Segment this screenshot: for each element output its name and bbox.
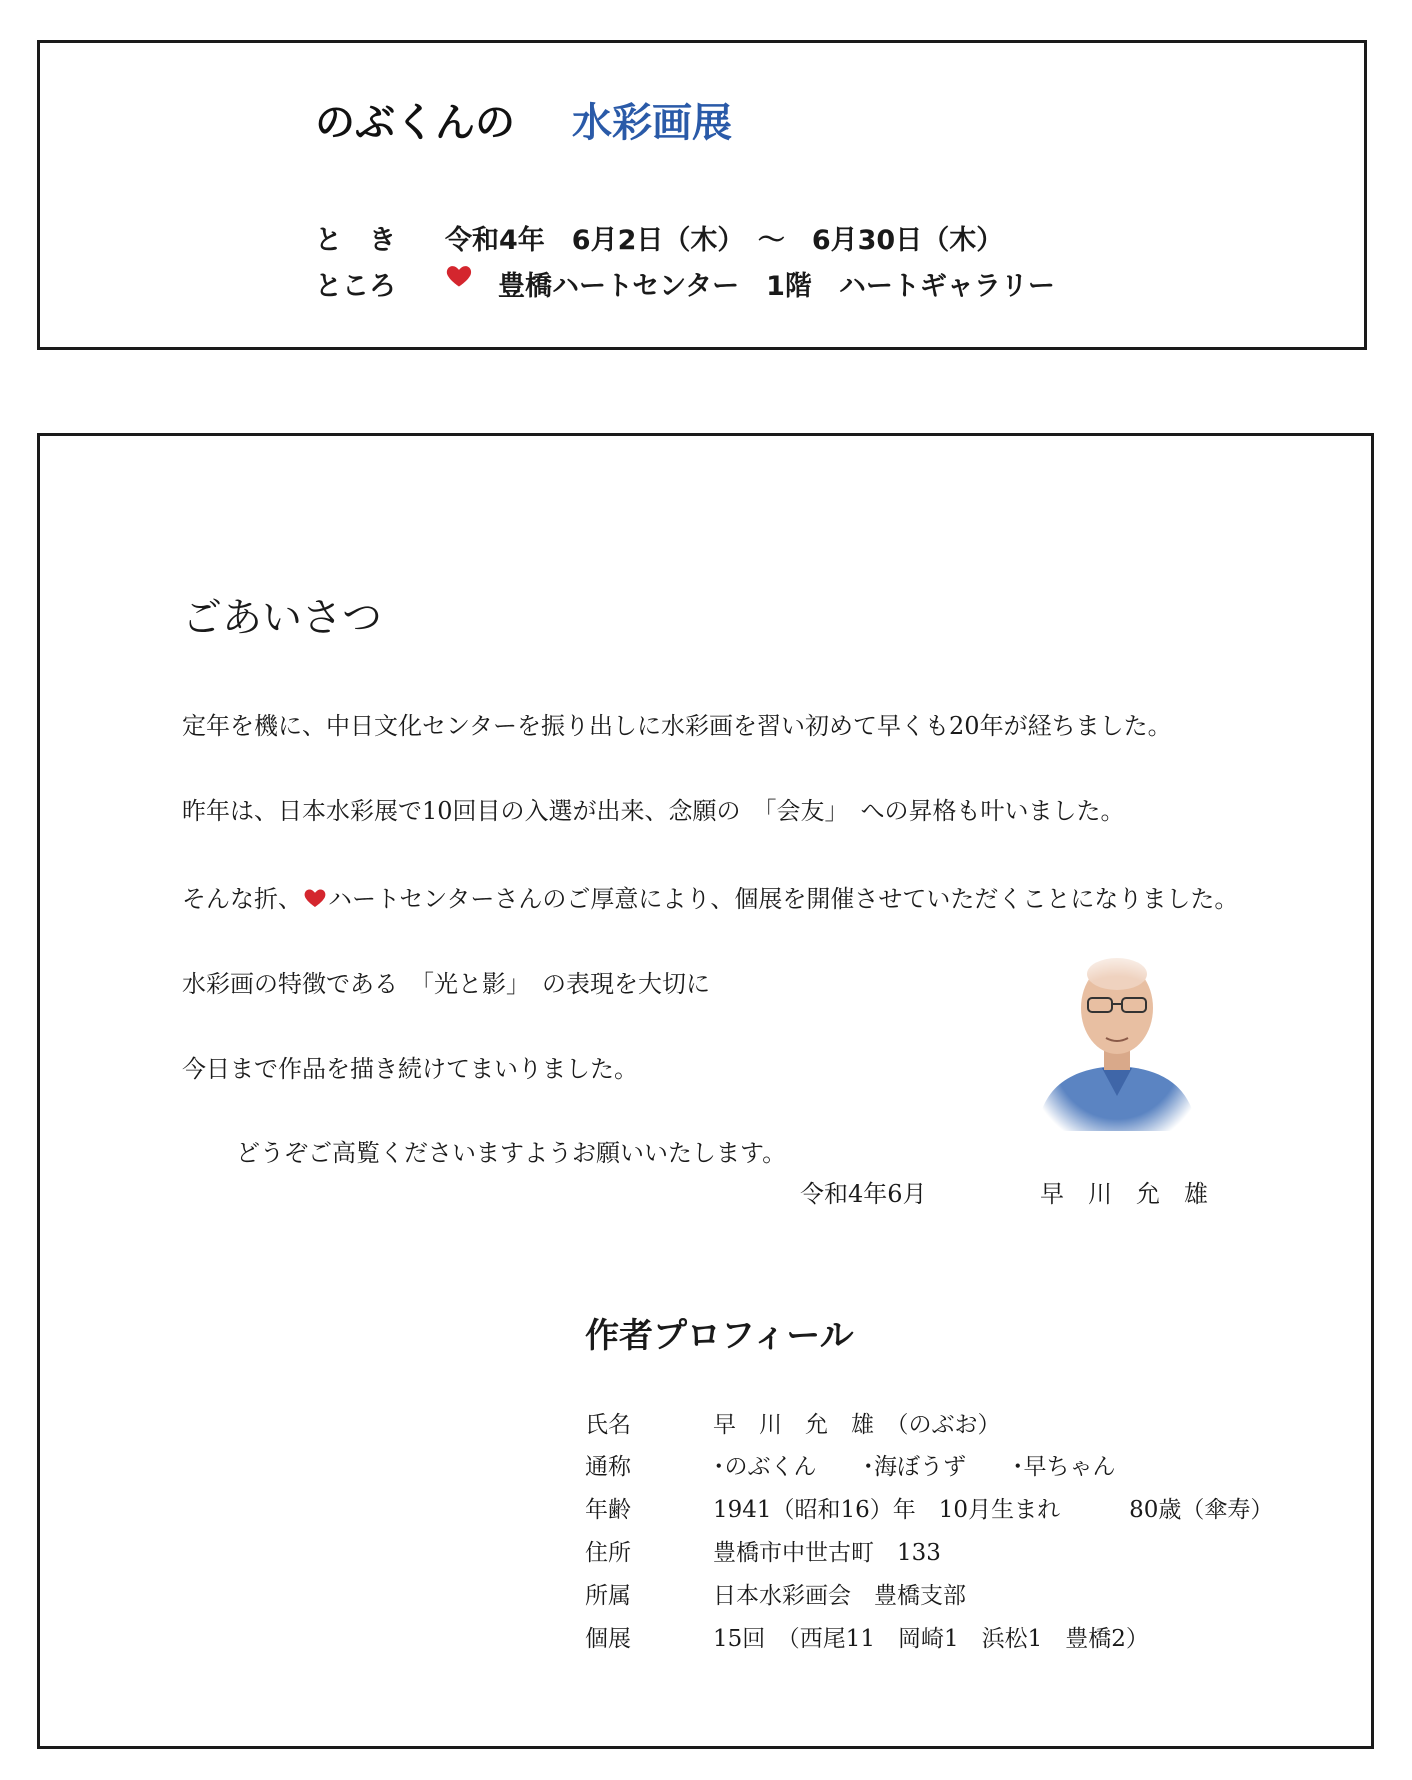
profile-label-affiliation: 所属 — [585, 1583, 631, 1609]
profile-label-address: 住所 — [585, 1540, 631, 1566]
where-label: ところ — [315, 271, 396, 302]
profile-label-name: 氏名 — [585, 1412, 631, 1438]
when-label: と き — [315, 225, 396, 256]
when-value: 令和4年 6月2日（木） ～ 6月30日（木） — [445, 225, 1004, 256]
profile-value-address: 豊橋市中世古町 133 — [713, 1540, 941, 1566]
heart-icon — [302, 885, 328, 913]
title-prefix: のぶくんの — [315, 100, 515, 146]
greeting-date: 令和4年6月 — [800, 1180, 927, 1208]
greeting-section — [37, 433, 1374, 1749]
greeting-title: ごあいさつ — [182, 595, 382, 641]
exhibition-header — [37, 40, 1367, 350]
greeting-line-5: 今日まで作品を描き続けてまいりました。 — [182, 1055, 638, 1083]
profile-value-age: 1941（昭和16）年 10月生まれ 80歳（傘寿） — [713, 1497, 1274, 1523]
profile-label-age: 年齢 — [585, 1497, 631, 1523]
author-name: 早 川 允 雄 — [1040, 1180, 1208, 1208]
greeting-line-1: 定年を機に、中日文化センターを振り出しに水彩画を習い初めて早くも20年が経ちました。 — [182, 712, 1172, 740]
greeting-line-3-text: ハートセンターさんのご厚意により、個展を開催させていただくことになりました。 — [328, 885, 1239, 913]
profile-label-exhibitions: 個展 — [585, 1626, 631, 1652]
greeting-line-6: どうぞご高覧くださいますようお願いいたします。 — [236, 1139, 787, 1167]
author-portrait — [1032, 946, 1202, 1131]
profile-value-name: 早 川 允 雄 （のぶお） — [713, 1412, 1001, 1438]
greeting-line-3 — [182, 879, 1238, 914]
greeting-line-4: 水彩画の特徴である 「光と影」 の表現を大切に — [182, 970, 710, 998]
heart-icon — [445, 262, 473, 294]
exhibition-title: 水彩画展 — [572, 100, 732, 146]
profile-value-affiliation: 日本水彩画会 豊橋支部 — [713, 1583, 966, 1609]
profile-label-nickname: 通称 — [585, 1454, 631, 1480]
profile-value-exhibitions: 15回 （西尾11 岡崎1 浜松1 豊橋2） — [713, 1626, 1149, 1652]
profile-title: 作者プロフィール — [585, 1316, 854, 1356]
greeting-line-3-prefix: そんな折、 — [182, 885, 302, 913]
greeting-line-2: 昨年は、日本水彩展で10回目の入選が出来、念願の 「会友」 への昇格も叶いました。 — [182, 797, 1125, 825]
profile-value-nickname: ･のぶくん ･海ぼうず ･早ちゃん — [713, 1454, 1116, 1480]
where-value: 豊橋ハートセンター 1階 ハートギャラリー — [498, 271, 1055, 302]
